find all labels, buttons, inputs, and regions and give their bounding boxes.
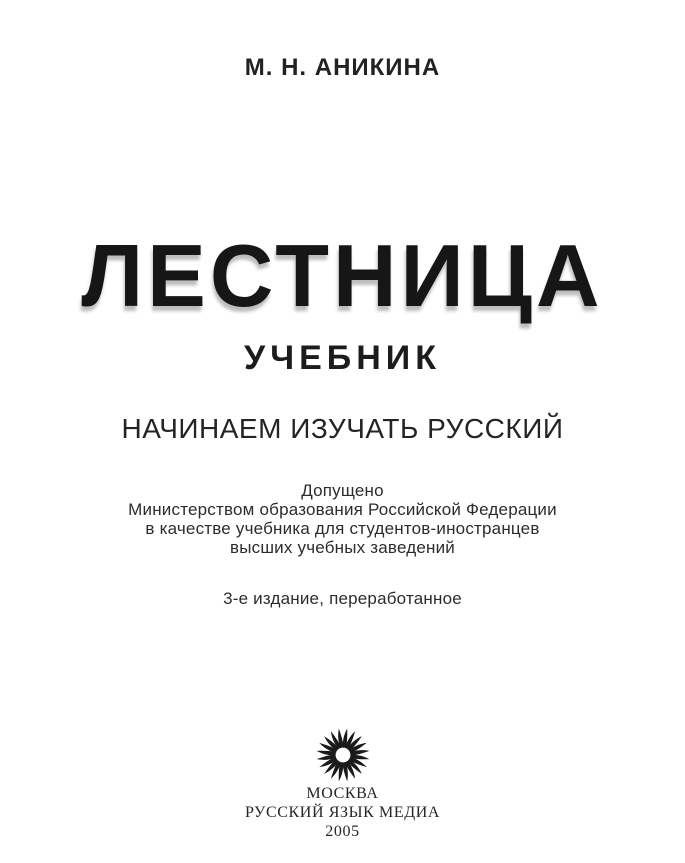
book-tagline: НАЧИНАЕМ ИЗУЧАТЬ РУССКИЙ (121, 413, 564, 444)
approval-note (0, 481, 685, 557)
imprint-block (0, 784, 685, 841)
approval-line: Министерством образования Российской Федерации (128, 500, 557, 519)
imprint-publisher: РУССКИЙ ЯЗЫК МЕДИА (244, 804, 441, 821)
approval-line: высших учебных заведений (229, 538, 456, 557)
approval-line: в качестве учебника для студентов-иностранцев (145, 519, 540, 538)
imprint-city: МОСКВА (306, 785, 379, 802)
publisher-rosette-logo-icon (316, 728, 370, 782)
book-title: ЛЕСТНИЦА (81, 226, 604, 325)
imprint-year: 2005 (325, 823, 360, 840)
approval-line: Допущено (301, 481, 384, 500)
author-line: М. Н. АНИКИНА (244, 54, 441, 81)
edition-note: 3-е издание, переработанное (223, 589, 462, 608)
publisher-logo (0, 728, 685, 784)
book-subtitle: УЧЕБНИК (244, 339, 441, 377)
